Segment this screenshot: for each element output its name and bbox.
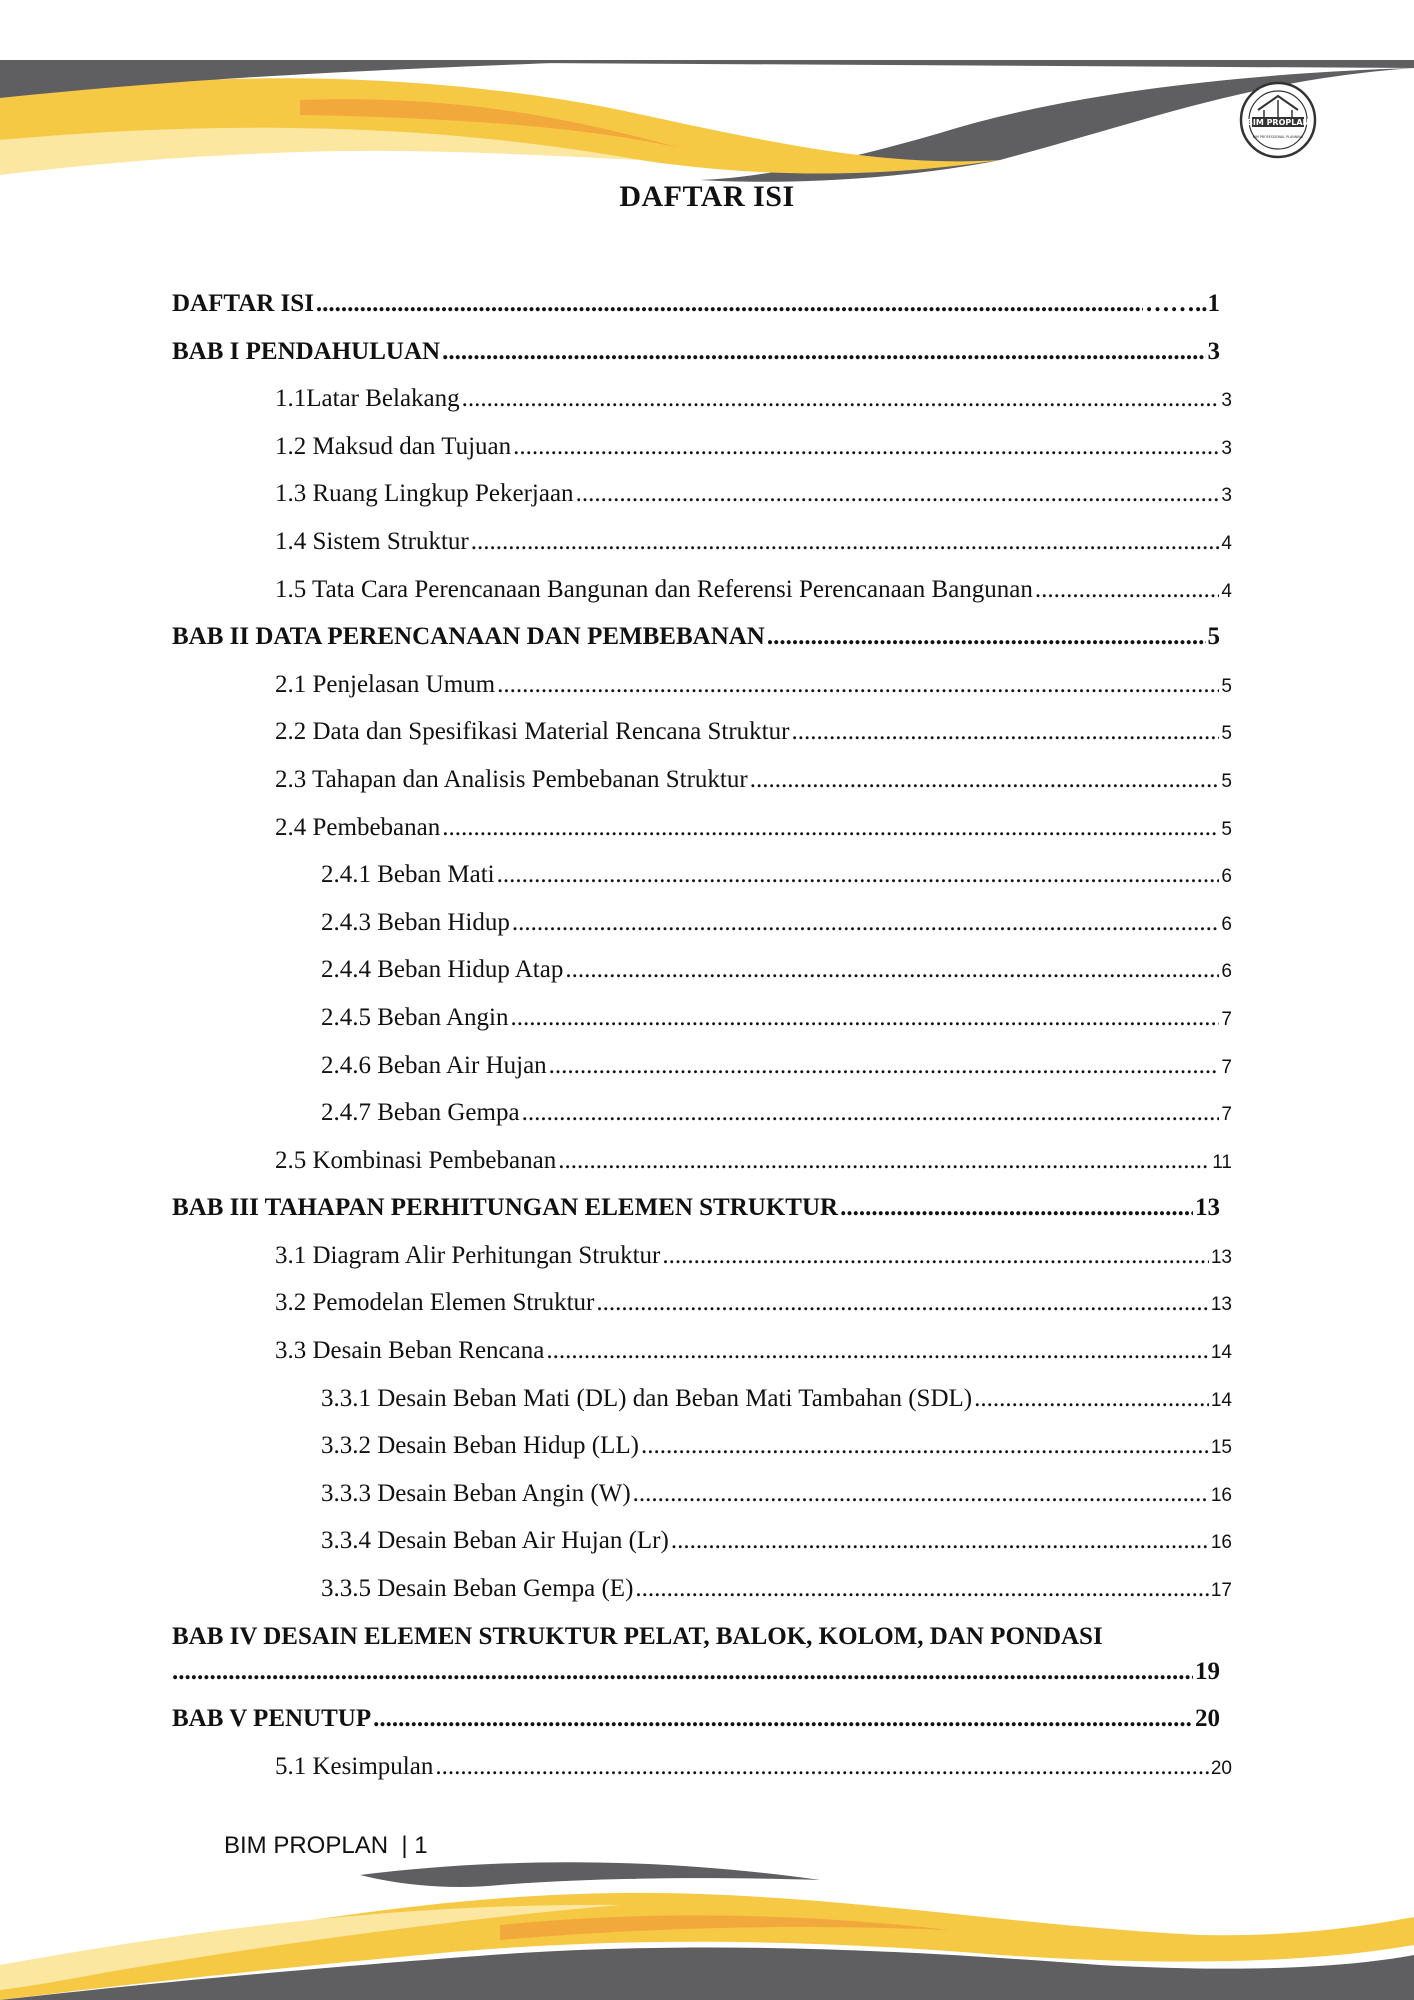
toc-entry[interactable]	[172, 1385, 1232, 1433]
toc-entry[interactable]	[172, 671, 1232, 719]
toc-entry-label: BAB V PENUTUP	[172, 1705, 372, 1733]
toc-entry-label: BAB III TAHAPAN PERHITUNGAN ELEMEN STRUKTUR	[172, 1194, 839, 1222]
toc-entry-label: 3.3.1 Desain Beban Mati (DL) dan Beban Mati Tambahan (SDL)	[321, 1384, 973, 1412]
toc-dot-leader	[565, 956, 1219, 984]
toc-entry-label: 2.2 Data dan Spesifikasi Material Rencana Struktur	[275, 718, 790, 746]
footer-separator: |	[401, 1832, 408, 1859]
toc-entry[interactable]	[172, 1527, 1232, 1575]
toc-entry-label: 5.1 Kesimpulan	[275, 1752, 434, 1780]
toc-dot-leader	[316, 290, 1143, 318]
toc-dot-leader	[497, 671, 1219, 699]
toc-entry[interactable]	[172, 623, 1232, 671]
toc-dot-leader	[172, 1658, 1193, 1686]
toc-dot-leader	[671, 1527, 1209, 1555]
toc-entry-page: 5	[1207, 623, 1220, 651]
toc-entry-page: 15	[1210, 1437, 1232, 1459]
toc-entry-page: 17	[1210, 1580, 1232, 1602]
toc-entry-page: 14	[1210, 1389, 1232, 1411]
toc-entry-page: 3	[1221, 390, 1232, 412]
toc-entry-label: 1.1Latar Belakang	[275, 385, 460, 413]
toc-entry-label: 2.4.4 Beban Hidup Atap	[321, 956, 564, 984]
toc-entry[interactable]	[172, 1052, 1232, 1100]
toc-dot-leader	[373, 1705, 1193, 1733]
toc-entry[interactable]	[172, 338, 1232, 386]
toc-entry-label: DAFTAR ISI	[172, 290, 314, 317]
toc-entry-label: 2.4.1 Beban Mati	[321, 861, 495, 889]
toc-entry-label: 3.3.4 Desain Beban Air Hujan (Lr)	[321, 1527, 669, 1555]
toc-entry-label: 3.3 Desain Beban Rencana	[275, 1337, 545, 1365]
toc-entry-label: 2.1 Penjelasan Umum	[275, 670, 496, 698]
toc-entry[interactable]	[172, 1004, 1232, 1052]
footer-wave-decoration	[0, 1855, 1414, 2000]
toc-entry-page: 7	[1221, 1008, 1232, 1030]
toc-entry-continuation[interactable]	[172, 1658, 1232, 1706]
toc-dot-leader	[471, 528, 1220, 556]
toc-entry[interactable]	[172, 1194, 1232, 1242]
toc-dot-leader	[511, 1004, 1220, 1032]
logo-subtitle: BIM PROFESSIONAL PLANNING	[1252, 135, 1304, 139]
toc-entry-page: 5	[1221, 818, 1232, 840]
toc-entry-page: 5	[1221, 723, 1232, 745]
toc-entry-page: 3	[1221, 437, 1232, 459]
toc-dot-leader	[635, 1575, 1208, 1603]
toc-entry[interactable]	[172, 480, 1232, 528]
toc-dot-leader	[1035, 576, 1220, 604]
toc-dot-leader	[750, 766, 1220, 794]
toc-dot-leader	[462, 385, 1220, 413]
toc-entry-page: 3	[1207, 337, 1220, 365]
toc-dot-leader	[549, 1052, 1220, 1080]
toc-entry[interactable]	[172, 718, 1232, 766]
toc-entry-page: 4	[1221, 580, 1232, 602]
toc-dot-leader	[546, 1337, 1209, 1365]
toc-entry[interactable]	[172, 1432, 1232, 1480]
toc-entry-page: 5	[1221, 770, 1232, 792]
toc-entry-label: BAB I PENDAHULUAN	[172, 337, 441, 365]
toc-entry-label: BAB II DATA PERENCANAAN DAN PEMBEBANAN	[172, 623, 765, 651]
toc-entry-page: 16	[1210, 1484, 1232, 1506]
toc-dot-leader	[767, 623, 1206, 651]
toc-dot-leader	[840, 1194, 1193, 1222]
toc-entry[interactable]	[172, 766, 1232, 814]
toc-entry[interactable]	[172, 433, 1232, 481]
toc-entry-label: 2.5 Kombinasi Pembebanan	[275, 1146, 557, 1174]
toc-entry-page: 13	[1210, 1246, 1232, 1268]
toc-entry-label: 3.3.5 Desain Beban Gempa (E)	[321, 1575, 634, 1603]
toc-entry-page: 6	[1221, 961, 1232, 983]
toc-dot-leader	[442, 814, 1219, 842]
toc-entry[interactable]	[172, 1337, 1232, 1385]
toc-dot-leader	[513, 433, 1219, 461]
toc-entry-page: 11	[1212, 1151, 1232, 1173]
toc-dot-leader	[641, 1432, 1209, 1460]
toc-entry[interactable]	[172, 1705, 1232, 1753]
footer-gray-band-top	[360, 1862, 820, 1887]
toc-entry[interactable]	[172, 956, 1232, 1004]
toc-dot-leader	[497, 861, 1220, 889]
toc-entry-label: 3.2 Pemodelan Elemen Struktur	[275, 1289, 595, 1317]
toc-entry-page: 13	[1195, 1194, 1220, 1222]
toc-entry-page: 16	[1210, 1532, 1232, 1554]
toc-entry[interactable]	[172, 1753, 1232, 1801]
toc-entry-label: 2.4.6 Beban Air Hujan	[321, 1051, 547, 1079]
toc-entry[interactable]	[172, 576, 1232, 624]
toc-dot-leader	[791, 718, 1219, 746]
toc-dot-leader	[633, 1480, 1209, 1508]
toc-dot-leader	[442, 338, 1205, 366]
toc-entry[interactable]	[172, 1623, 1232, 1658]
footer-page-number: 1	[414, 1832, 428, 1859]
toc-entry-page: ……..1	[1145, 290, 1220, 317]
toc-entry[interactable]	[172, 1242, 1232, 1290]
table-of-contents	[172, 290, 1232, 1800]
toc-dot-leader	[522, 1099, 1220, 1127]
toc-entry[interactable]	[172, 1289, 1232, 1337]
toc-dot-leader	[558, 1147, 1210, 1175]
toc-dot-leader	[512, 909, 1220, 937]
toc-dot-leader	[435, 1753, 1209, 1781]
toc-entry[interactable]	[172, 861, 1232, 909]
toc-entry-label: 3.1 Diagram Alir Perhitungan Struktur	[275, 1241, 661, 1269]
toc-entry-page: 4	[1221, 532, 1232, 554]
toc-entry-label: 2.4 Pembebanan	[275, 813, 441, 841]
header-wave-decoration	[0, 60, 1414, 190]
toc-entry-page: 19	[1195, 1657, 1220, 1685]
toc-entry[interactable]	[172, 385, 1232, 433]
toc-dot-leader	[576, 480, 1220, 508]
toc-entry-label: 1.5 Tata Cara Perencanaan Bangunan dan Referensi Perencanaan Bangunan	[275, 575, 1033, 603]
toc-entry[interactable]	[172, 814, 1232, 862]
toc-entry-label: 2.4.5 Beban Angin	[321, 1003, 509, 1031]
toc-entry[interactable]	[172, 909, 1232, 957]
toc-dot-leader	[662, 1242, 1208, 1270]
toc-entry-page: 5	[1221, 675, 1232, 697]
logo-text: BIM PROPLAN	[1246, 118, 1310, 127]
toc-entry-page: 3	[1221, 485, 1232, 507]
toc-entry-page: 20	[1195, 1705, 1220, 1733]
toc-entry-page: 14	[1210, 1342, 1232, 1364]
toc-entry-page: 7	[1221, 1104, 1232, 1126]
bim-proplan-logo	[1238, 80, 1318, 160]
toc-entry[interactable]	[172, 528, 1232, 576]
toc-entry-label: 1.3 Ruang Lingkup Pekerjaan	[275, 480, 574, 508]
toc-entry-label: 2.4.7 Beban Gempa	[321, 1099, 520, 1127]
toc-entry-label: 1.4 Sistem Struktur	[275, 527, 469, 555]
toc-entry-label: 3.3.2 Desain Beban Hidup (LL)	[321, 1432, 639, 1460]
toc-entry-page: 6	[1221, 913, 1232, 935]
toc-entry-page: 20	[1210, 1757, 1232, 1779]
toc-entry-page: 6	[1221, 866, 1232, 888]
toc-entry-label: BAB IV DESAIN ELEMEN STRUKTUR PELAT, BALOK, KOLOM, DAN PONDASI	[172, 1622, 1103, 1650]
toc-entry[interactable]	[172, 1480, 1232, 1528]
toc-entry[interactable]	[172, 1099, 1232, 1147]
toc-entry-label: 3.3.3 Desain Beban Angin (W)	[321, 1479, 631, 1507]
toc-dot-leader	[596, 1289, 1208, 1317]
toc-entry[interactable]	[172, 1575, 1232, 1623]
toc-entry-label: 2.4.3 Beban Hidup	[321, 908, 510, 936]
footer-brand: BIM PROPLAN	[224, 1832, 389, 1859]
toc-entry-label: 1.2 Maksud dan Tujuan	[275, 432, 512, 460]
toc-entry-page: 7	[1221, 1056, 1232, 1078]
toc-dot-leader	[974, 1385, 1209, 1413]
toc-entry[interactable]	[172, 290, 1232, 338]
toc-entry-page: 13	[1210, 1294, 1232, 1316]
toc-entry[interactable]	[172, 1147, 1232, 1195]
page-top-margin	[0, 0, 1414, 60]
toc-entry-label: 2.3 Tahapan dan Analisis Pembebanan Struktur	[275, 765, 748, 793]
page-title: DAFTAR ISI	[619, 180, 795, 213]
